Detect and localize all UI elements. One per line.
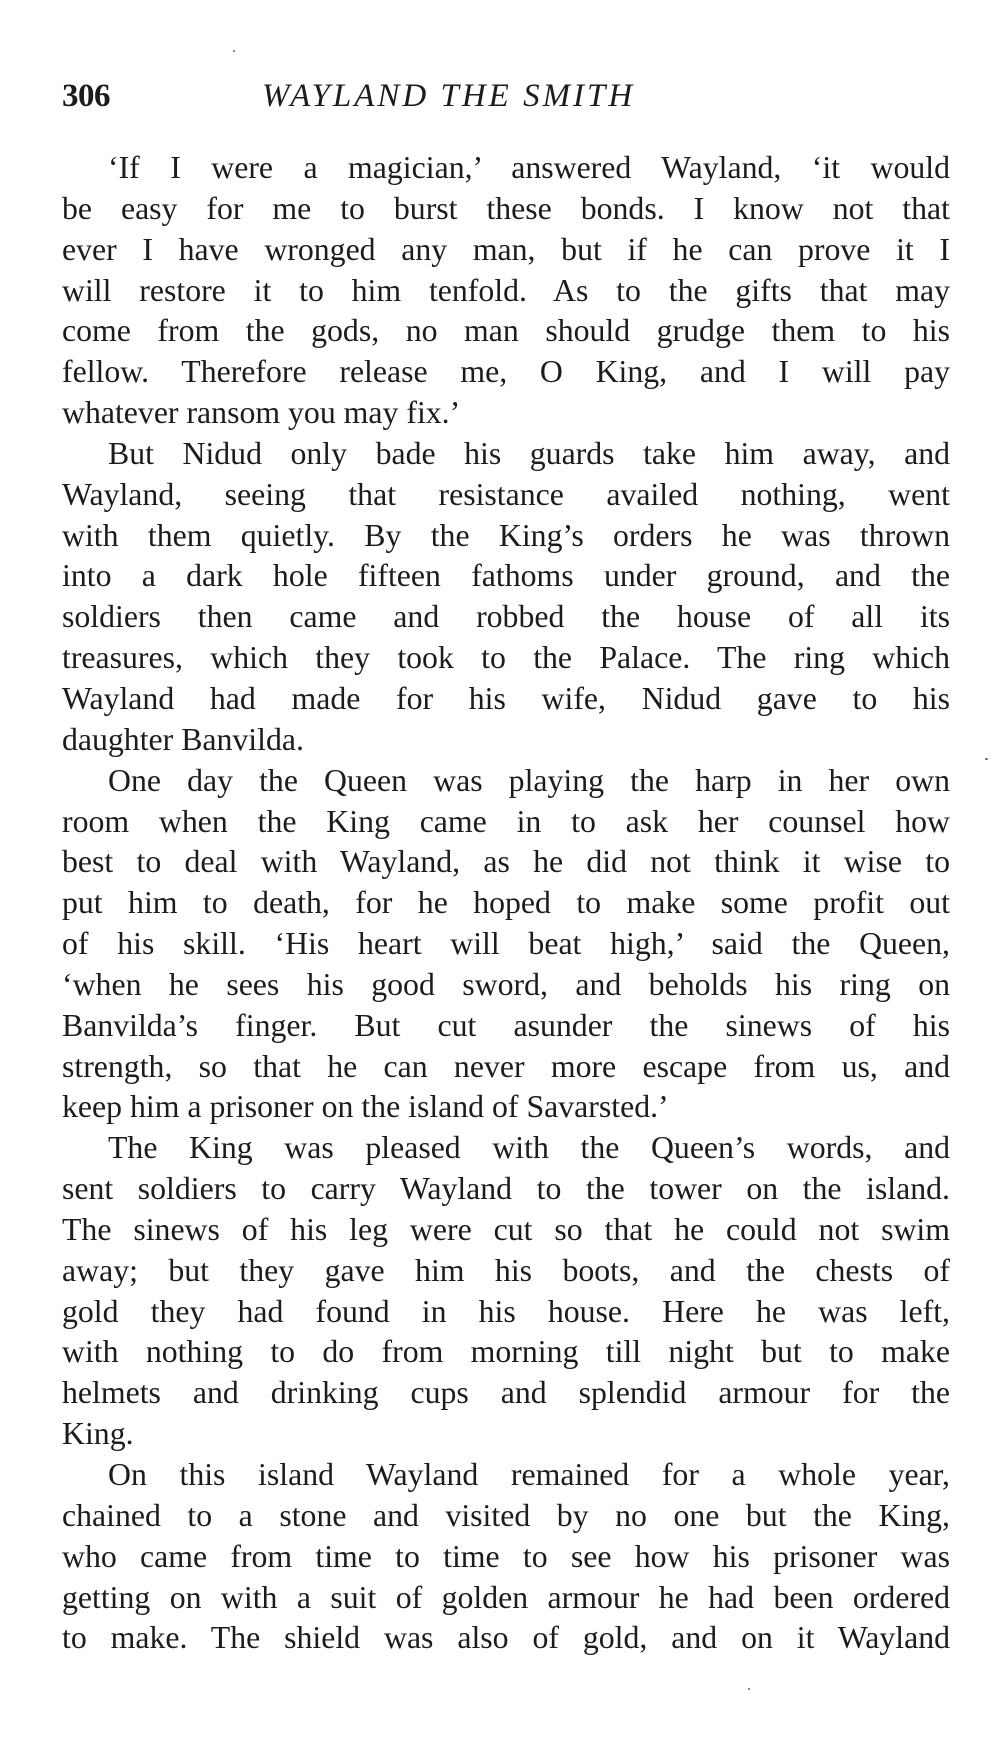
text-line: best to deal with Wayland, as he did not think it wise to	[62, 844, 950, 880]
text-line: soldiers then came and robbed the house of all its	[62, 599, 950, 635]
text-line: daughter Banvilda.	[62, 721, 304, 757]
text-line: chained to a stone and visited by no one but the King,	[62, 1497, 950, 1533]
scan-speck	[748, 1688, 750, 1690]
text-line: keep him a prisoner on the island of Savarsted.’	[62, 1089, 669, 1125]
text-line: The sinews of his leg were cut so that he could not swim	[62, 1211, 950, 1247]
text-line: One day the Queen was playing the harp in her own	[108, 762, 950, 798]
text-line: ‘If I were a magician,’ answered Wayland, ‘it would	[108, 150, 950, 185]
text-line: be easy for me to burst these bonds. I know not that	[62, 190, 950, 226]
text-line: helmets and drinking cups and splendid armour for the	[62, 1375, 950, 1411]
text-line: The King was pleased with the Queen’s words, and	[108, 1130, 950, 1166]
running-title: WAYLAND THE SMITH	[262, 78, 636, 114]
text-line: whatever ransom you may fix.’	[62, 395, 461, 431]
text-line: will restore it to him tenfold. As to the gifts that may	[62, 272, 950, 308]
text-line: room when the King came in to ask her counsel how	[62, 803, 950, 839]
text-line: with them quietly. By the King’s orders he was thrown	[62, 517, 950, 553]
text-line: ‘when he sees his good sword, and beholds his ring on	[62, 966, 950, 1002]
text-line: Wayland had made for his wife, Nidud gave to his	[62, 680, 950, 716]
text-line: come from the gods, no man should grudge them to his	[62, 313, 950, 349]
body-text	[62, 148, 950, 1659]
text-line: Banvilda’s finger. But cut asunder the sinews of his	[62, 1007, 950, 1043]
page-header	[62, 70, 950, 130]
text-line: away; but they gave him his boots, and the chests of	[62, 1252, 950, 1288]
text-line: But Nidud only bade his guards take him away, and	[108, 435, 950, 471]
text-line: put him to death, for he hoped to make some profit out	[62, 885, 950, 921]
text-line: of his skill. ‘His heart will beat high,’ said the Queen,	[62, 926, 950, 962]
text-line: On this island Wayland remained for a whole year,	[108, 1457, 950, 1492]
text-line: gold they had found in his house. Here he was left,	[62, 1293, 950, 1329]
page-number: 306	[62, 78, 110, 114]
text-line: strength, so that he can never more escape from us, and	[62, 1048, 950, 1084]
scan-speck	[233, 50, 235, 52]
text-line: to make. The shield was also of gold, and on it Wayland	[62, 1620, 950, 1656]
text-line: who came from time to time to see how his prisoner was	[62, 1538, 950, 1574]
text-line: with nothing to do from morning till night but to make	[62, 1334, 950, 1370]
scan-speck	[985, 758, 988, 760]
text-line: into a dark hole fifteen fathoms under ground, and the	[62, 558, 950, 594]
text-line: sent soldiers to carry Wayland to the tower on the island.	[62, 1171, 950, 1207]
text-line: getting on with a suit of golden armour he had been ordered	[62, 1579, 950, 1615]
text-line: Wayland, seeing that resistance availed nothing, went	[62, 476, 950, 512]
text-line: treasures, which they took to the Palace. The ring which	[62, 640, 950, 676]
text-line: ever I have wronged any man, but if he can prove it I	[62, 231, 950, 267]
text-line: King.	[62, 1416, 134, 1452]
text-line: fellow. Therefore release me, O King, and I will pay	[62, 354, 950, 390]
